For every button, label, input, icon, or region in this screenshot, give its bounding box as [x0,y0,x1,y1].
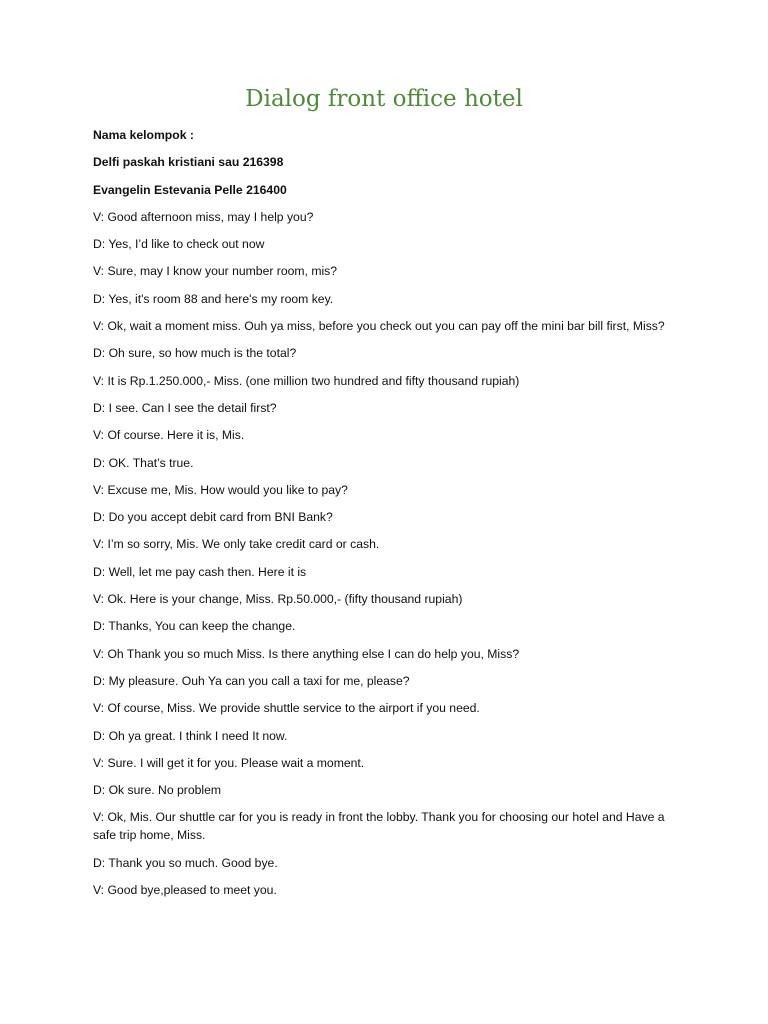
dialog-line: V: I’m so sorry, Mis. We only take credit card or cash. [93,537,380,552]
dialog-line: V: Good bye,pleased to meet you. [93,883,277,898]
dialog-line: V: Of course, Miss. We provide shuttle service to the airport if you need. [93,701,480,716]
dialog-line: D: Thank you so much. Good bye. [93,855,278,870]
dialog-line: D: Well, let me pay cash then. Here it is [93,564,307,579]
document-title: Dialog front office hotel [245,86,523,112]
dialog-line: V: Ok, wait a moment miss. Ouh ya miss, before you check out you can pay off the mini bar bill first, Miss? [93,319,665,334]
dialog-line: V: Sure, may I know your number room, mis? [93,264,338,279]
dialog-line: D: Thanks, You can keep the change. [93,619,296,634]
dialog-line: V: Sure. I will get it for you. Please wait a moment. [93,755,365,770]
dialog-line: V: Good afternoon miss, may I help you? [93,209,314,224]
document-body [93,126,683,908]
group-label: Nama kelompok : [93,128,194,142]
dialog-line: V: Ok, Mis. Our shuttle car for you is ready in front the lobby. Thank you for choosing our hotel and Have a safe trip home, Miss. [93,810,665,843]
dialog-line: D: Ok sure. No problem [93,783,222,798]
dialog-line: D: Oh ya great. I think I need It now. [93,728,288,743]
dialog-line: V: Ok. Here is your change, Miss. Rp.50.000,- (fifty thousand rupiah) [93,592,463,607]
dialog-line: D: Oh sure, so how much is the total? [93,346,297,361]
dialog-line: V: Of course. Here it is, Mis. [93,428,245,443]
dialog-line: D: My pleasure. Ouh Ya can you call a taxi for me, please? [93,673,410,688]
dialog-line: V: It is Rp.1.250.000,- Miss. (one million two hundred and fifty thousand rupiah) [93,373,520,388]
dialog-line: D: Yes, it's room 88 and here's my room key. [93,291,334,306]
dialog-line: D: OK. That’s true. [93,455,194,470]
dialog-line: V: Oh Thank you so much Miss. Is there anything else I can do help you, Miss? [93,646,520,661]
dialog-line: D: Yes, I’d like to check out now [93,237,265,252]
group-member: Delfi paskah kristiani sau 216398 [93,155,284,170]
dialog-line: V: Excuse me, Mis. How would you like to pay? [93,482,348,497]
group-member: Evangelin Estevania Pelle 216400 [93,182,287,197]
dialog-line: D: I see. Can I see the detail first? [93,400,277,415]
dialog-line: D: Do you accept debit card from BNI Bank? [93,510,333,525]
